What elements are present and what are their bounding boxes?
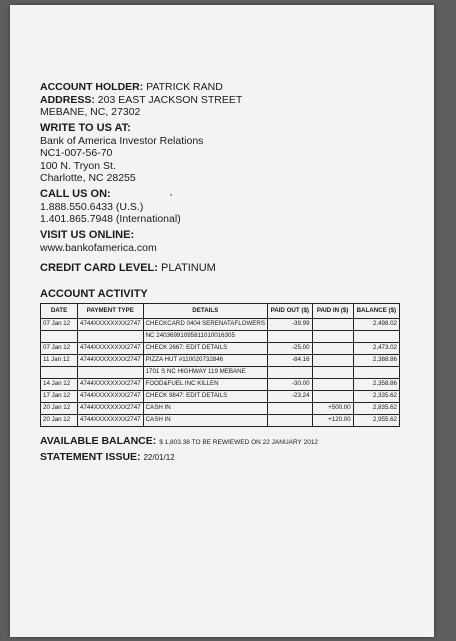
row-date: 11 Jan 12 bbox=[41, 354, 78, 366]
address-label: ADDRESS: bbox=[40, 93, 95, 106]
row-in bbox=[312, 318, 353, 330]
row-details: CASH IN bbox=[143, 414, 267, 426]
statement-content bbox=[40, 81, 420, 465]
row-in-cont bbox=[312, 366, 353, 378]
row-date-cont bbox=[41, 330, 78, 342]
row-balance: 2,358.86 bbox=[353, 378, 399, 390]
row-out: -25.00 bbox=[268, 342, 313, 354]
row-balance: 2,955.62 bbox=[353, 414, 399, 426]
row-in: +500.00 bbox=[312, 402, 353, 414]
row-details: CHECK 9847: EDIT DETAILS bbox=[143, 390, 267, 402]
row-balance: 2,388.86 bbox=[353, 354, 399, 366]
row-balance: 2,835.62 bbox=[353, 402, 399, 414]
row-type: 4744XXXXXXXX2747 bbox=[78, 354, 144, 366]
statement-issue bbox=[40, 451, 420, 465]
row-details: CHECK 2667: EDIT DETAILS bbox=[143, 342, 267, 354]
table-row bbox=[41, 390, 400, 402]
row-in bbox=[312, 378, 353, 390]
row-details-2: NC 24036991095811010016305 bbox=[143, 330, 267, 342]
available-balance-value: $ 1,803.38 TO BE REWIEWED ON 22 JANUARY 2012 bbox=[159, 438, 319, 446]
row-balance: 2,335.62 bbox=[353, 390, 399, 402]
address-line2: MEBANE, NC, 27302 bbox=[40, 106, 141, 118]
call-line-2: 1.401.865.7948 (International) bbox=[40, 213, 181, 225]
online-label: VISIT US ONLINE: bbox=[40, 228, 135, 241]
row-in-cont bbox=[312, 330, 353, 342]
row-type: 4744XXXXXXXX2747 bbox=[78, 318, 144, 330]
account-holder bbox=[40, 81, 420, 94]
row-date: 20 Jan 12 bbox=[41, 402, 78, 414]
row-date: 07 Jan 12 bbox=[41, 342, 78, 354]
row-details: PIZZA HUT #110020732846 bbox=[143, 354, 267, 366]
row-date-cont bbox=[41, 366, 78, 378]
table-row bbox=[41, 354, 400, 366]
table-row-continuation bbox=[41, 330, 400, 342]
table-row bbox=[41, 414, 400, 426]
row-date: 14 Jan 12 bbox=[41, 378, 78, 390]
card-level bbox=[40, 262, 420, 275]
row-details: CHECKCARD 0404 SERENATAFLOWERS bbox=[143, 318, 267, 330]
row-balance: 2,498.02 bbox=[353, 318, 399, 330]
row-balance: 2,473.02 bbox=[353, 342, 399, 354]
row-out bbox=[268, 414, 313, 426]
row-type-cont bbox=[78, 330, 144, 342]
col-balance: BALANCE ($) bbox=[353, 303, 399, 318]
write-line-1: Bank of America Investor Relations bbox=[40, 134, 204, 147]
table-row bbox=[41, 402, 400, 414]
card-level-value: PLATINUM bbox=[161, 262, 216, 274]
address-line1: 203 EAST JACKSON STREET bbox=[97, 93, 243, 106]
table-row bbox=[41, 378, 400, 390]
online-url: www.bankofamerica.com bbox=[40, 241, 157, 254]
row-details: CASH IN bbox=[143, 402, 267, 414]
table-row-continuation bbox=[41, 366, 400, 378]
row-details-2: 1701 S NC HIGHWAY 119 MEBANE bbox=[143, 366, 267, 378]
table-row bbox=[41, 342, 400, 354]
col-paid-out: PAID OUT ($) bbox=[268, 303, 313, 318]
row-out-cont bbox=[268, 330, 313, 342]
row-in bbox=[312, 342, 353, 354]
row-out: -84.16 bbox=[268, 354, 313, 366]
col-details: DETAILS bbox=[143, 303, 267, 318]
row-in bbox=[312, 390, 353, 402]
row-out: -23.24 bbox=[268, 390, 313, 402]
row-out: -30.00 bbox=[268, 378, 313, 390]
row-type: 4744XXXXXXXX2747 bbox=[78, 414, 144, 426]
row-type-cont bbox=[78, 366, 144, 378]
row-type: 4744XXXXXXXX2747 bbox=[78, 342, 144, 354]
statement-paper bbox=[10, 5, 434, 637]
row-type: 4744XXXXXXXX2747 bbox=[78, 378, 144, 390]
row-in bbox=[312, 354, 353, 366]
statement-issue-label: STATEMENT ISSUE: bbox=[40, 451, 141, 463]
card-level-label: CREDIT CARD LEVEL: bbox=[40, 262, 158, 274]
row-out bbox=[268, 402, 313, 414]
write-line-4: Charlotte, NC 28255 bbox=[40, 172, 136, 184]
row-balance-cont bbox=[353, 366, 399, 378]
address bbox=[40, 94, 420, 107]
row-date: 07 Jan 12 bbox=[41, 318, 78, 330]
row-out: -39.99 bbox=[268, 318, 313, 330]
col-date: DATE bbox=[41, 303, 78, 318]
row-details: FOOD&FUEL INC KILLEN bbox=[143, 378, 267, 390]
call-line-1: 1.888.550.6433 (U.S.) bbox=[40, 200, 144, 213]
activity-title: ACCOUNT ACTIVITY bbox=[40, 287, 148, 300]
col-paid-in: PAID IN ($) bbox=[312, 303, 353, 318]
row-type: 4744XXXXXXXX2747 bbox=[78, 402, 144, 414]
write-line-3: 100 N. Tryon St. bbox=[40, 159, 116, 172]
write-label: WRITE TO US AT: bbox=[40, 121, 131, 134]
statement-issue-value: 22/01/12 bbox=[143, 453, 175, 462]
activity-header-row bbox=[41, 303, 400, 318]
call-label: CALL US ON: bbox=[40, 187, 111, 200]
row-out-cont bbox=[268, 366, 313, 378]
account-holder-label: ACCOUNT HOLDER: bbox=[40, 81, 144, 93]
row-type: 4744XXXXXXXX2747 bbox=[78, 390, 144, 402]
row-date: 20 Jan 12 bbox=[41, 414, 78, 426]
row-in: +120.00 bbox=[312, 414, 353, 426]
table-row bbox=[41, 318, 400, 330]
account-holder-value: PATRICK RAND bbox=[146, 81, 223, 93]
available-balance-label: AVAILABLE BALANCE: bbox=[40, 434, 157, 447]
available-balance bbox=[40, 435, 420, 450]
row-balance-cont bbox=[353, 330, 399, 342]
activity-table bbox=[40, 303, 400, 427]
row-date: 17 Jan 12 bbox=[41, 390, 78, 402]
write-line-2: NC1-007-56-70 bbox=[40, 147, 113, 159]
col-payment-type: PAYMENT TYPE bbox=[78, 303, 144, 318]
